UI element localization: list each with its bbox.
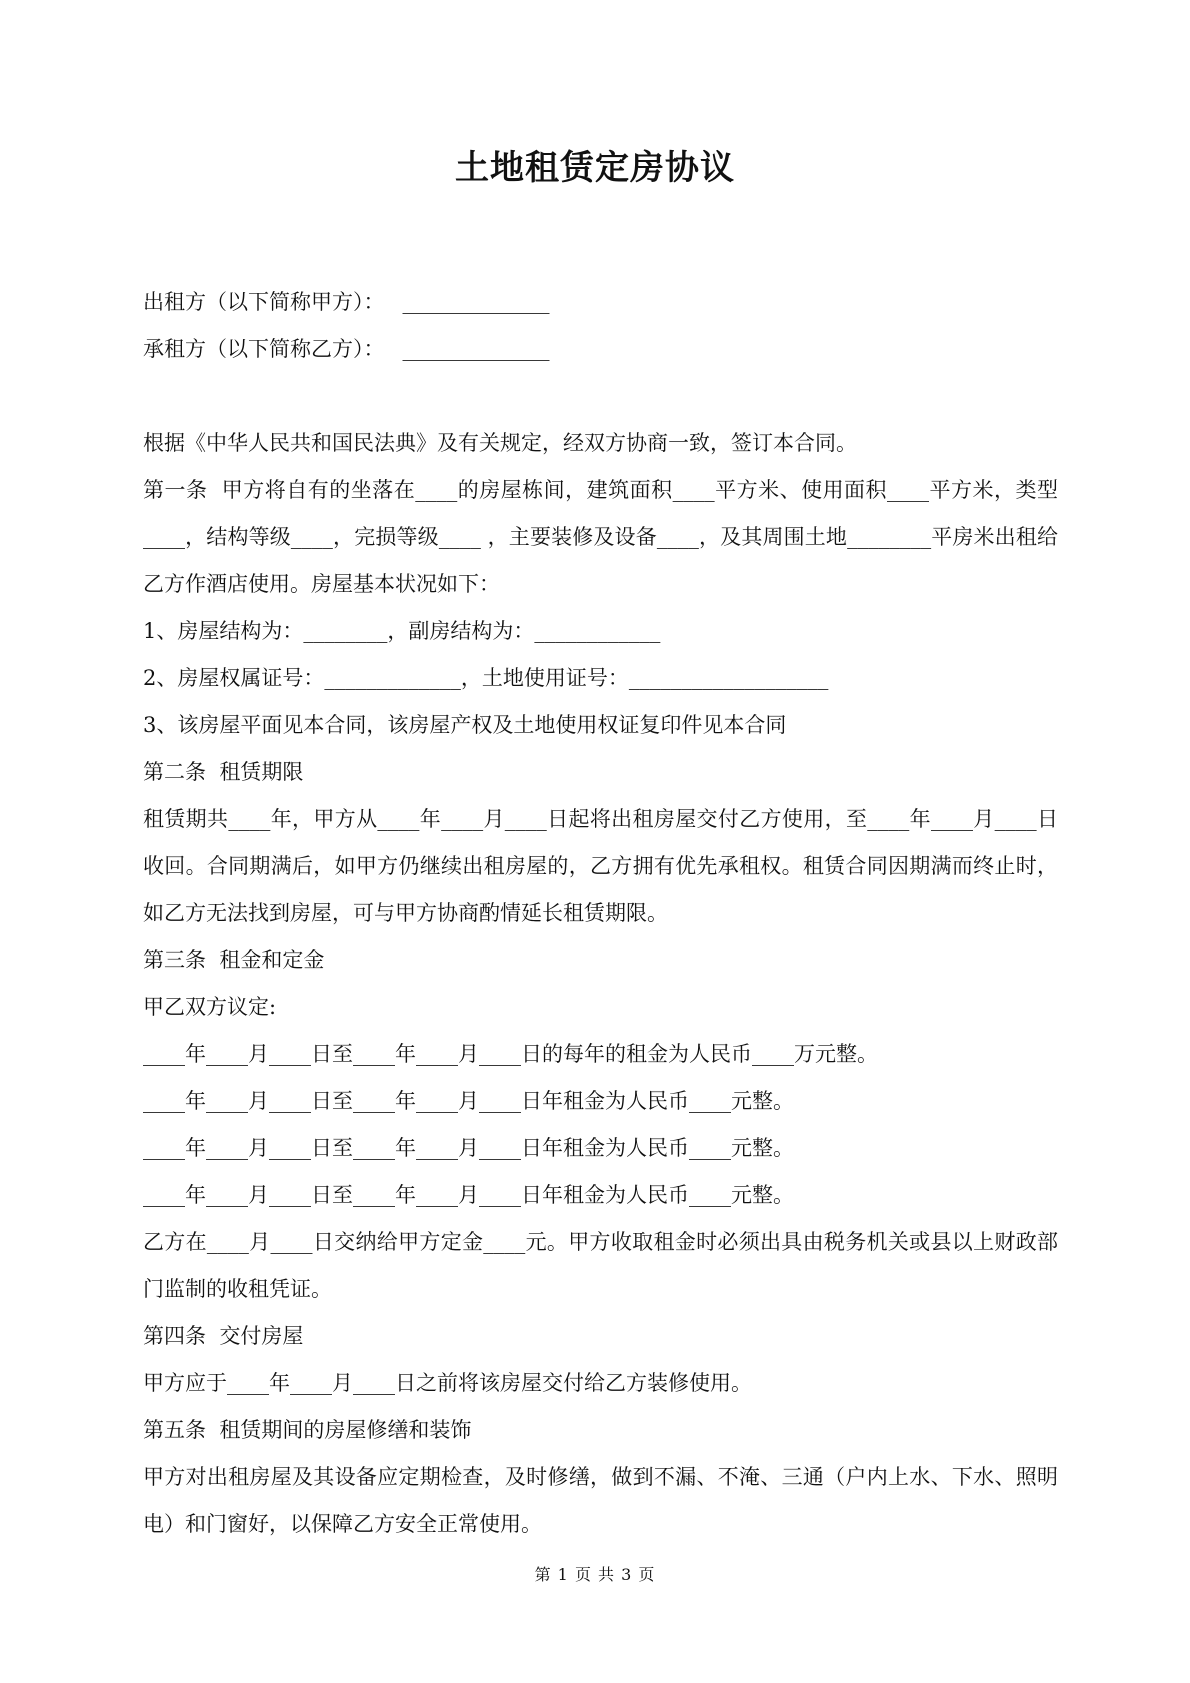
paragraph: ____年____月____日至____年____月____日的每年的租金为人民币____万元整。 <box>143 1042 878 1066</box>
section-heading: 第五条 租赁期间的房屋修缮和装饰 <box>143 1418 472 1442</box>
lessor-label: 出租方（以下简称甲方）： <box>143 290 385 314</box>
paragraph: 租赁期共____年，甲方从____年____月____日起将出租房屋交付乙方使用，至____年____月____日收回。合同期满后，如甲方仍继续出租房屋的，乙方拥有优先承租权。租赁合同因期满而终止时，如乙方无法找到房屋，可与甲方协商酌情延长租赁期限。 <box>143 807 1058 925</box>
contract-body <box>143 420 1058 1548</box>
paragraph: 1、房屋结构为：________，副房结构为：____________ <box>143 619 661 643</box>
parties-section <box>143 282 1063 376</box>
paragraph: 2、房屋权属证号：_____________，土地使用证号：___________________ <box>143 666 829 690</box>
paragraph: 乙方在____月____日交纳给甲方定金____元。甲方收取租金时必须出具由税务机关或县以上财政部门监制的收租凭证。 <box>143 1230 1058 1301</box>
document-title: 土地租赁定房协议 <box>455 148 735 188</box>
paragraph: 第一条 甲方将自有的坐落在____的房屋栋间，建筑面积____平方米、使用面积____平方米，类型____，结构等级____，完损等级____ ，主要装修及设备____，及其周围土地________平房米出租给乙方作酒店使用。房屋基本状况如下： <box>143 478 1058 596</box>
paragraph: ____年____月____日至____年____月____日年租金为人民币____元整。 <box>143 1089 794 1113</box>
paragraph: ____年____月____日至____年____月____日年租金为人民币____元整。 <box>143 1183 794 1207</box>
lessee-blank: ______________ <box>402 337 550 361</box>
section-heading: 第三条 租金和定金 <box>143 948 325 972</box>
paragraph: 根据《中华人民共和国民法典》及有关规定，经双方协商一致，签订本合同。 <box>143 431 857 455</box>
section-heading: 第四条 交付房屋 <box>143 1324 304 1348</box>
paragraph: 甲方应于____年____月____日之前将该房屋交付给乙方装修使用。 <box>143 1371 752 1395</box>
lessee-label: 承租方（以下简称乙方）： <box>143 337 385 361</box>
paragraph: 甲方对出租房屋及其设备应定期检查，及时修缮，做到不漏、不淹、三通（户内上水、下水、照明电）和门窗好，以保障乙方安全正常使用。 <box>143 1465 1058 1536</box>
lessor-blank: ______________ <box>402 290 550 314</box>
page-footer: 第 1 页 共 3 页 <box>534 1565 656 1584</box>
lessee-line <box>143 329 1063 376</box>
paragraph: 3、该房屋平面见本合同，该房屋产权及土地使用权证复印件见本合同 <box>143 713 787 737</box>
section-heading: 第二条 租赁期限 <box>143 760 304 784</box>
paragraph: 甲乙双方议定: <box>143 995 277 1019</box>
paragraph: ____年____月____日至____年____月____日年租金为人民币____元整。 <box>143 1136 794 1160</box>
lessor-line <box>143 282 1063 329</box>
